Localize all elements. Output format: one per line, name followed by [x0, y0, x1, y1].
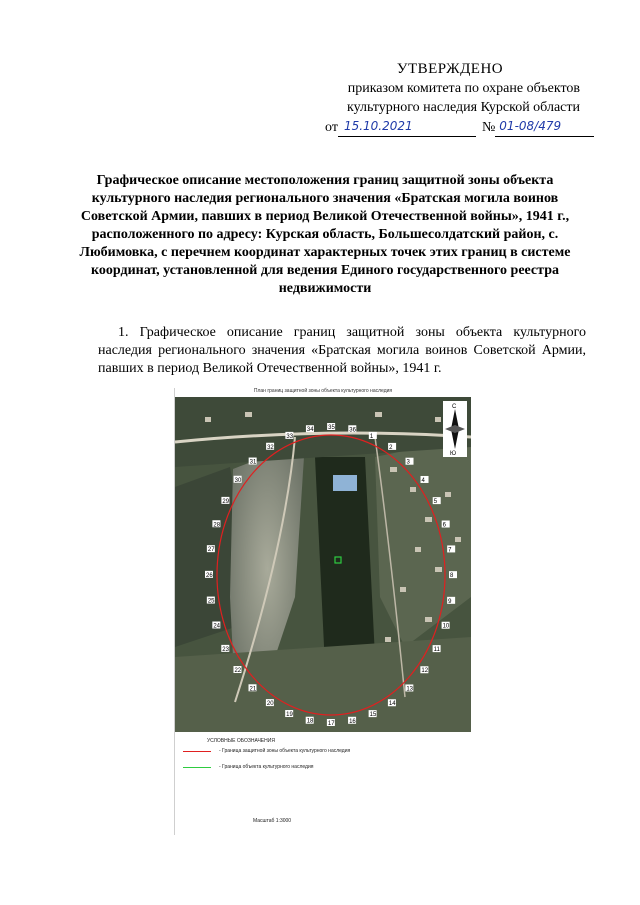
- point-label: 2: [389, 444, 393, 451]
- map-legend: [179, 738, 467, 776]
- point-label: 10: [442, 623, 450, 630]
- legend-title: УСЛОВНЫЕ ОБОЗНАЧЕНИЯ: [207, 738, 275, 744]
- point-label: 20: [266, 701, 274, 708]
- point-label: 30: [234, 477, 242, 484]
- legend-item-object: [179, 764, 467, 776]
- point-label: 27: [207, 547, 215, 554]
- section-paragraph: [98, 324, 586, 378]
- point-label: 29: [222, 498, 230, 505]
- point-label: 6: [442, 522, 447, 529]
- object-line-swatch: [183, 767, 211, 768]
- handwritten-number: 01-08/479: [495, 117, 594, 137]
- point-label: 1: [369, 433, 374, 440]
- approval-date-row: [300, 117, 600, 137]
- point-label: 15: [369, 712, 377, 719]
- point-label: 33: [286, 433, 294, 440]
- point-label: 5: [433, 499, 438, 506]
- point-label: 28: [213, 522, 221, 529]
- point-label: 16: [349, 718, 356, 725]
- point-label: 23: [222, 646, 229, 653]
- point-label: 31: [249, 459, 257, 466]
- satellite-map: [175, 397, 471, 732]
- handwritten-date: 15.10.2021: [338, 117, 476, 137]
- approval-line-2: культурного наследия Курской области: [346, 100, 580, 115]
- approval-block: [300, 60, 600, 137]
- point-label: 7: [448, 547, 452, 554]
- point-label: 32: [267, 444, 274, 451]
- point-label: 19: [286, 712, 293, 719]
- point-label: 9: [448, 598, 452, 605]
- plan-title: План границ защитной зоны объекта культурного наследия: [253, 388, 393, 394]
- point-label: 18: [306, 718, 314, 725]
- point-label: 4: [421, 477, 425, 484]
- legend-item-zone: [179, 748, 467, 760]
- point-label: 17: [327, 720, 335, 727]
- church-building: [333, 475, 357, 491]
- point-label: 26: [206, 572, 213, 579]
- point-label: 21: [249, 686, 257, 693]
- compass-south-label: Ю: [450, 451, 457, 457]
- approval-line-1: приказом комитета по охране объектов: [347, 81, 580, 96]
- point-label: 35: [328, 425, 335, 432]
- point-label: 3: [406, 459, 410, 466]
- point-label: 25: [207, 598, 215, 605]
- point-label: 14: [388, 701, 396, 708]
- legend-label-object: - Граница объекта культурного наследия: [219, 764, 314, 770]
- point-label: 34: [306, 427, 314, 434]
- number-prefix: №: [481, 120, 496, 135]
- point-label: 22: [234, 668, 242, 675]
- point-label: 36: [349, 427, 356, 434]
- point-label: 24: [213, 623, 221, 630]
- document-title: Графическое описание местоположения границ защитной зоны объекта культурного наследия регионального значения «Братская могила воинов Советской Армии, павших в период Великой Отечественной войны», 1941 г., расположенного по адресу: Курская область, Большесолдатский район, с. Любимовка, с перечнем координат характерных точек этих границ в системе координат, установленной для ведения Единого государственного реестра недвижимости: [79, 173, 571, 296]
- map-scale: Масштаб 1:3000: [253, 818, 292, 824]
- point-label: 8: [449, 573, 454, 580]
- point-label: 12: [421, 668, 429, 675]
- legend-label-zone: - Граница защитной зоны объекта культурного наследия: [219, 748, 351, 754]
- point-label: 13: [406, 686, 414, 693]
- from-prefix: от: [325, 120, 338, 135]
- compass-north-label: С: [452, 404, 457, 410]
- zone-line-swatch: [183, 751, 211, 752]
- approval-heading: УТВЕРЖДЕНО: [396, 61, 504, 77]
- paragraph-text: 1. Графическое описание границ защитной зоны объекта культурного наследия регионального значения «Братская могила воинов Советской Армии, павших в период Великой Отечественной войны», 1941 г.: [98, 325, 586, 376]
- boundary-map: [174, 388, 471, 835]
- point-label: 11: [433, 647, 440, 654]
